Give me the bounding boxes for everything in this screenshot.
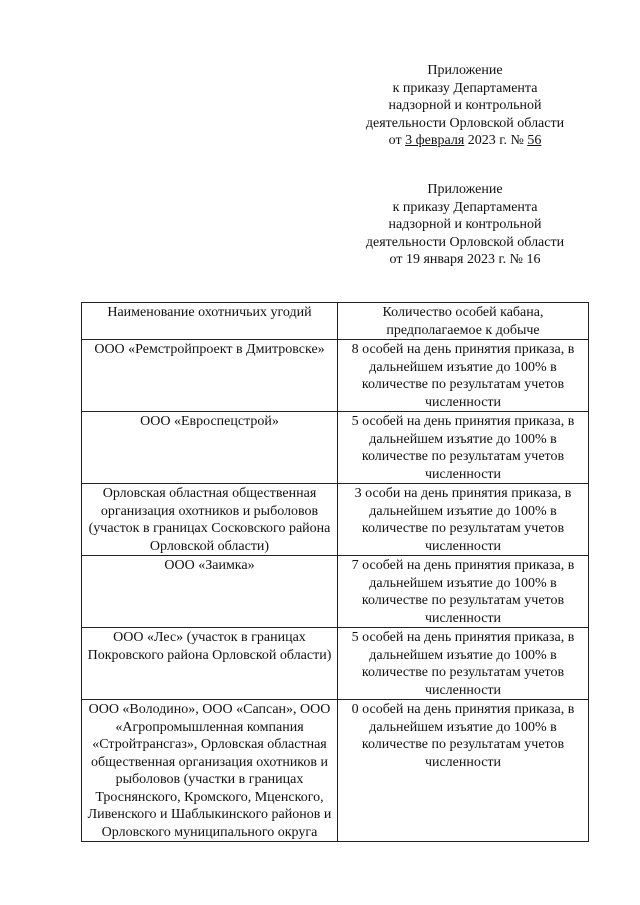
header-boar-quota: Количество особей кабана, предполагаемое к добыче	[338, 303, 589, 340]
appendix-region-line: деятельности Орловской области	[365, 115, 565, 131]
appendix-date-line	[330, 132, 600, 150]
appendix-header-original	[330, 181, 600, 269]
appendix-department-line: надзорной и контрольной	[388, 98, 542, 114]
date-prefix: от	[388, 133, 402, 149]
table-row	[82, 340, 589, 412]
boar-quota: 3 особи на день принятия приказа, в дальнейшем изъятие до 100% в количестве по результатам учетов численности	[338, 484, 589, 556]
appendix-department-line: надзорной и контрольной	[388, 217, 542, 233]
boar-quota: 5 особей на день принятия приказа, в дальнейшем изъятие до 100% в количестве по результатам учетов численности	[338, 628, 589, 700]
table-row	[82, 556, 589, 628]
appendix-order-line: к приказу Департамента	[392, 80, 538, 96]
boar-quota: 8 особей на день принятия приказа, в дальнейшем изъятие до 100% в количестве по результатам учетов численности	[338, 340, 589, 412]
hunting-ground-name: ООО «Евроспецстрой»	[82, 412, 338, 484]
order-year: 2023 г. №	[467, 133, 524, 149]
order-number: 56	[527, 133, 542, 149]
appendix-order-line: к приказу Департамента	[392, 199, 538, 215]
hunting-ground-name: ООО «Лес» (участок в границах Покровского района Орловской области)	[82, 628, 338, 700]
boar-quota: 7 особей на день принятия приказа, в дальнейшем изъятие до 100% в количестве по результатам учетов численности	[338, 556, 589, 628]
hunting-quota-table	[81, 302, 589, 842]
table-row	[82, 628, 589, 700]
appendix-region-line: деятельности Орловской области	[365, 234, 565, 250]
hunting-ground-name: ООО «Ремстройпроект в Дмитровске»	[82, 340, 338, 412]
appendix-date-line: от 19 января 2023 г. № 16	[389, 252, 541, 268]
appendix-title: Приложение	[427, 63, 503, 78]
table-row	[82, 484, 589, 556]
order-date: 3 февраля	[405, 133, 465, 149]
table-header-row	[82, 303, 589, 340]
table-row	[82, 412, 589, 484]
boar-quota: 5 особей на день принятия приказа, в дальнейшем изъятие до 100% в количестве по результатам учетов численности	[338, 412, 589, 484]
boar-quota: 0 особей на день принятия приказа, в дальнейшем изъятие до 100% в количестве по результатам учетов численности	[338, 700, 589, 842]
appendix-title: Приложение	[427, 182, 503, 197]
table-row	[82, 700, 589, 842]
hunting-ground-name: ООО «Заимка»	[82, 556, 338, 628]
header-hunting-grounds: Наименование охотничьих угодий	[82, 303, 338, 340]
hunting-ground-name: ООО «Володино», ООО «Сапсан», ООО «Агропромышленная компания «Стройтрансгаз», Орловская областная общественная организация охотников и рыболовов (участки в границах Троснянского, Кромского, Мценского, Ливенского и Шаблыкинского районов и Орловского муниципального округа	[82, 700, 338, 842]
appendix-header-current	[330, 62, 600, 150]
hunting-ground-name: Орловская областная общественная организация охотников и рыболовов (участок в границах Сосковского района Орловской области)	[82, 484, 338, 556]
